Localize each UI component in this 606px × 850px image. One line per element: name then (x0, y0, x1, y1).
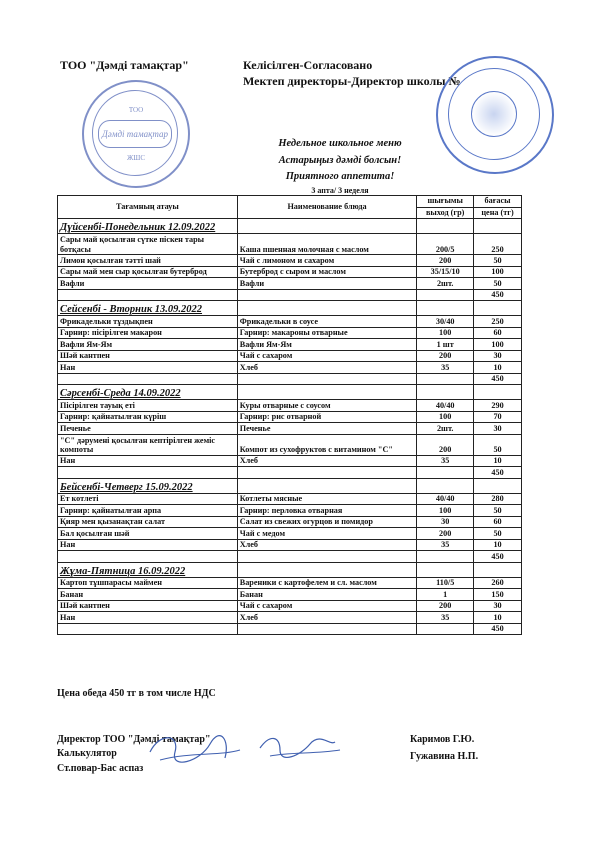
dish-price: 150 (474, 589, 522, 601)
dish-name-kaz: Печенье (58, 423, 238, 435)
company-stamp (82, 80, 190, 188)
chef-line: Ст.повар-Бас аспаз (57, 763, 144, 774)
dish-name-kaz: Шәй кантпен (58, 350, 238, 362)
dish-price: 50 (474, 434, 522, 455)
dish-name-kaz: Гарнир: пісірілген макарон (58, 327, 238, 339)
dish-price: 50 (474, 255, 522, 267)
dish-price: 60 (474, 327, 522, 339)
day-title: Жұма-Пятница 16.09.2022 (58, 562, 238, 577)
dish-name-kaz: Банан (58, 589, 238, 601)
dish-name-rus: Печенье (237, 423, 417, 435)
menu-title: Недельное школьное меню (278, 138, 402, 149)
stamp-brand: Дәмді тамақтар (98, 120, 172, 148)
empty-cell (237, 467, 417, 479)
day-total: 450 (474, 551, 522, 563)
dish-name-rus: Хлеб (237, 539, 417, 551)
signatures (130, 722, 360, 772)
day-header-row (58, 562, 522, 577)
dish-name-kaz: Қияр мен қызанақтан салат (58, 516, 238, 528)
dish-name-kaz: Гарнир: қайнатылған күріш (58, 411, 238, 423)
dish-output: 35 (417, 362, 474, 374)
dish-output: 200 (417, 350, 474, 362)
table-row (58, 589, 522, 601)
day-title: Сәрсенбі-Среда 14.09.2022 (58, 385, 238, 400)
empty-cell (417, 219, 474, 234)
stamp-small-text: ТОО (128, 106, 144, 114)
director-line: Директор ТОО "Дәмді тамақтар" (57, 734, 211, 745)
table-row (58, 339, 522, 351)
dish-name-kaz: Ет котлеті (58, 493, 238, 505)
empty-cell (237, 478, 417, 493)
dish-name-rus: Гарнир: макароны отварные (237, 327, 417, 339)
director-name: Каримов Г.Ю. (410, 734, 475, 745)
day-header-row (58, 478, 522, 493)
dish-name-kaz: Сары май мен сыр қосылған бутерброд (58, 266, 238, 278)
col-kaz-name: Тағамның атауы (58, 196, 238, 219)
company-name: ТОО "Дәмді тамақтар" (60, 58, 189, 72)
dish-output: 200 (417, 255, 474, 267)
day-total: 450 (474, 623, 522, 635)
table-header-row (58, 196, 522, 208)
day-header-row (58, 219, 522, 234)
empty-cell (417, 289, 474, 301)
empty-cell (474, 478, 522, 493)
dish-output: 2шт. (417, 278, 474, 290)
dish-name-rus: Салат из свежих огурцов и помидор (237, 516, 417, 528)
dish-output: 35 (417, 539, 474, 551)
dish-output: 100 (417, 327, 474, 339)
day-title: Сейсенбі - Вторник 13.09.2022 (58, 301, 238, 316)
empty-cell (417, 373, 474, 385)
empty-cell (58, 467, 238, 479)
dish-name-rus: Вафли Ям-Ям (237, 339, 417, 351)
empty-cell (417, 551, 474, 563)
approval-signer: Мектеп директоры-Директор школы № (243, 74, 461, 88)
dish-price: 30 (474, 423, 522, 435)
empty-cell (237, 551, 417, 563)
dish-output: 1 (417, 589, 474, 601)
empty-cell (417, 385, 474, 400)
table-row (58, 577, 522, 589)
empty-cell (237, 385, 417, 400)
day-total: 450 (474, 373, 522, 385)
dish-name-rus: Хлеб (237, 455, 417, 467)
dish-price: 50 (474, 528, 522, 540)
dish-name-rus: Компот из сухофруктов с витамином "С" (237, 434, 417, 455)
dish-name-rus: Вафли (237, 278, 417, 290)
dish-output: 35 (417, 455, 474, 467)
table-row (58, 411, 522, 423)
dish-name-kaz: Нан (58, 612, 238, 624)
dish-output: 30/40 (417, 316, 474, 328)
dish-output: 110/5 (417, 577, 474, 589)
empty-cell (237, 623, 417, 635)
table-row (58, 327, 522, 339)
dish-output: 30 (417, 516, 474, 528)
dish-name-rus: Бутерброд с сыром и маслом (237, 266, 417, 278)
dish-name-kaz: Нан (58, 455, 238, 467)
dish-name-kaz: Сары май қосылған сүтке піскен тары ботқасы (58, 234, 238, 255)
dish-price: 10 (474, 455, 522, 467)
dish-name-rus: Чай с сахаром (237, 350, 417, 362)
dish-output: 200 (417, 600, 474, 612)
empty-cell (237, 562, 417, 577)
table-row (58, 423, 522, 435)
empty-cell (474, 301, 522, 316)
table-row (58, 528, 522, 540)
dish-name-kaz: Нан (58, 539, 238, 551)
dish-name-rus: Куры отварные с соусом (237, 400, 417, 412)
day-header-row (58, 385, 522, 400)
total-row (58, 467, 522, 479)
col-output-kaz: шығымы (417, 196, 474, 208)
dish-name-rus: Чай с медом (237, 528, 417, 540)
dish-price: 70 (474, 411, 522, 423)
table-row (58, 505, 522, 517)
empty-cell (58, 623, 238, 635)
table-row (58, 434, 522, 455)
dish-name-rus: Банан (237, 589, 417, 601)
lunch-price-note: Цена обеда 450 тг в том числе НДС (57, 688, 216, 699)
total-row (58, 623, 522, 635)
dish-name-kaz: Нан (58, 362, 238, 374)
dish-name-kaz: Лимон қосылған тәтті шай (58, 255, 238, 267)
empty-cell (474, 562, 522, 577)
dish-name-kaz: Вафли Ям-Ям (58, 339, 238, 351)
dish-output: 100 (417, 411, 474, 423)
dish-name-kaz: Фрикадельки тұздықпен (58, 316, 238, 328)
dish-name-kaz: "С" дәрумені қосылған кептірілген жеміс компоты (58, 434, 238, 455)
dish-output: 35 (417, 612, 474, 624)
dish-price: 100 (474, 339, 522, 351)
school-seal (436, 56, 554, 174)
dish-output: 40/40 (417, 493, 474, 505)
dish-output: 2шт. (417, 423, 474, 435)
empty-cell (417, 301, 474, 316)
day-total: 450 (474, 289, 522, 301)
dish-name-rus: Чай с сахаром (237, 600, 417, 612)
dish-name-kaz: Бал қосылған шәй (58, 528, 238, 540)
col-price-rus: цена (тг) (474, 207, 522, 219)
dish-name-kaz: Вафли (58, 278, 238, 290)
dish-output: 200/5 (417, 234, 474, 255)
empty-cell (417, 623, 474, 635)
table-row (58, 600, 522, 612)
calculator-line: Калькулятор (57, 748, 117, 759)
dish-price: 10 (474, 612, 522, 624)
dish-name-rus: Гарнир: перловка отварная (237, 505, 417, 517)
greeting-rus: Приятного аппетита! (285, 171, 395, 182)
dish-name-kaz: Шәй кантпен (58, 600, 238, 612)
dish-output: 35/15/10 (417, 266, 474, 278)
dish-name-kaz: Картоп тұшпарасы маймен (58, 577, 238, 589)
dish-name-rus: Котлеты мясные (237, 493, 417, 505)
day-title: Бейсенбі-Четверг 15.09.2022 (58, 478, 238, 493)
dish-price: 50 (474, 505, 522, 517)
dish-name-rus: Чай с лимоном и сахаром (237, 255, 417, 267)
table-row (58, 400, 522, 412)
day-title: Дүйсенбі-Понедельник 12.09.2022 (58, 219, 238, 234)
dish-name-rus: Вареники с картофелем и сл. маслом (237, 577, 417, 589)
dish-price: 250 (474, 316, 522, 328)
dish-name-kaz: Гарнир: қайнатылған арпа (58, 505, 238, 517)
chef-name: Гужавина Н.П. (410, 751, 479, 762)
dish-price: 10 (474, 362, 522, 374)
menu-table (57, 195, 522, 635)
col-output-rus: выход (гр) (417, 207, 474, 219)
empty-cell (237, 301, 417, 316)
dish-price: 260 (474, 577, 522, 589)
empty-cell (474, 385, 522, 400)
dish-price: 100 (474, 266, 522, 278)
table-row (58, 493, 522, 505)
dish-name-rus: Хлеб (237, 362, 417, 374)
dish-output: 200 (417, 434, 474, 455)
dish-price: 280 (474, 493, 522, 505)
table-row (58, 278, 522, 290)
dish-price: 50 (474, 278, 522, 290)
dish-output: 1 шт (417, 339, 474, 351)
dish-name-rus: Хлеб (237, 612, 417, 624)
empty-cell (58, 373, 238, 385)
dish-price: 30 (474, 600, 522, 612)
empty-cell (474, 219, 522, 234)
dish-price: 60 (474, 516, 522, 528)
empty-cell (417, 478, 474, 493)
table-row (58, 350, 522, 362)
dish-price: 30 (474, 350, 522, 362)
week-label: 3 апта/ 3 неделя (311, 186, 369, 195)
table-row (58, 316, 522, 328)
empty-cell (58, 289, 238, 301)
empty-cell (417, 562, 474, 577)
table-row (58, 266, 522, 278)
total-row (58, 551, 522, 563)
approval-title: Келісілген-Согласовано (243, 58, 373, 72)
dish-price: 10 (474, 539, 522, 551)
greeting-kaz: Астарыңыз дәмді болсын! (278, 155, 402, 166)
dish-name-kaz: Пісірілген тауық еті (58, 400, 238, 412)
dish-output: 100 (417, 505, 474, 517)
dish-output: 200 (417, 528, 474, 540)
table-row (58, 516, 522, 528)
dish-name-rus: Фрикадельки в соусе (237, 316, 417, 328)
dish-name-rus: Гарнир: рис отварной (237, 411, 417, 423)
empty-cell (237, 373, 417, 385)
day-header-row (58, 301, 522, 316)
empty-cell (237, 289, 417, 301)
col-price-kaz: бағасы (474, 196, 522, 208)
dish-output: 40/40 (417, 400, 474, 412)
total-row (58, 289, 522, 301)
col-rus-name: Наименование блюда (237, 196, 417, 219)
stamp-bottom-text: ЖШС (126, 154, 145, 162)
empty-cell (417, 467, 474, 479)
day-total: 450 (474, 467, 522, 479)
table-row (58, 234, 522, 255)
table-row (58, 539, 522, 551)
table-row (58, 255, 522, 267)
total-row (58, 373, 522, 385)
dish-name-rus: Каша пшенная молочная с маслом (237, 234, 417, 255)
empty-cell (58, 551, 238, 563)
table-row (58, 362, 522, 374)
dish-price: 290 (474, 400, 522, 412)
table-row (58, 455, 522, 467)
table-row (58, 612, 522, 624)
dish-price: 250 (474, 234, 522, 255)
empty-cell (237, 219, 417, 234)
